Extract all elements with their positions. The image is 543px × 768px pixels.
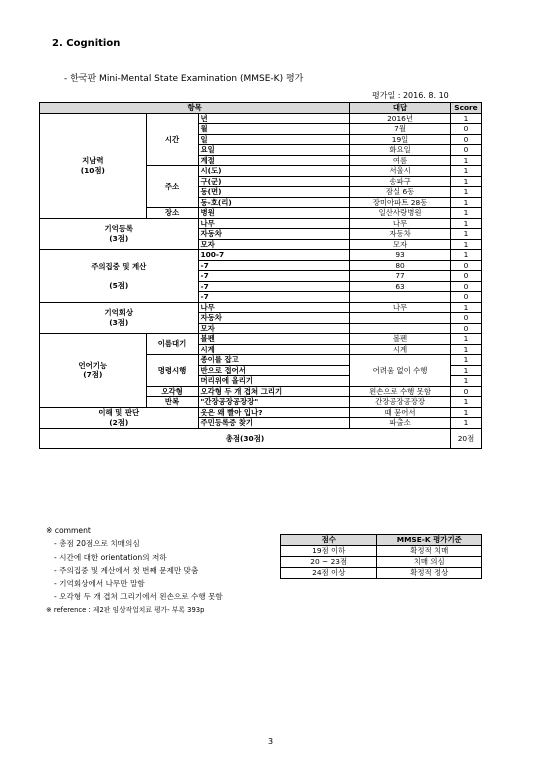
row-score: 1 bbox=[450, 334, 481, 345]
comment-heading: ※ comment bbox=[46, 526, 91, 535]
table-row bbox=[40, 302, 482, 313]
row-item: 옷은 왜 빨아 입나? bbox=[198, 407, 350, 418]
row-score: 1 bbox=[450, 376, 481, 387]
row-score: 1 bbox=[450, 344, 481, 355]
row-score: 1 bbox=[450, 197, 481, 208]
row-answer: 2016년 bbox=[350, 113, 451, 124]
subdomain-repeat: 반복 bbox=[146, 397, 198, 408]
criteria-row bbox=[281, 557, 482, 568]
row-item: 동-호(리) bbox=[198, 197, 350, 208]
row-score: 1 bbox=[450, 397, 481, 408]
subdomain-command: 명령시행 bbox=[146, 355, 198, 387]
row-item: 모자 bbox=[198, 239, 350, 250]
row-score: 0 bbox=[450, 271, 481, 282]
row-score: 1 bbox=[450, 176, 481, 187]
domain-attention: 주의집중 및 계산 (5점) bbox=[40, 250, 199, 303]
comment-item: - 주의집중 및 계산에서 첫 번째 문제만 맞춤 bbox=[54, 565, 199, 575]
row-item: 월 bbox=[198, 124, 350, 135]
row-score: 0 bbox=[450, 386, 481, 397]
criteria-table bbox=[280, 534, 482, 579]
domain-judgment: 이해 및 판단 (2점) bbox=[40, 407, 199, 428]
row-item: 시계 bbox=[198, 344, 350, 355]
row-answer: 시계 bbox=[350, 344, 451, 355]
row-item: 병원 bbox=[198, 208, 350, 219]
header-answer: 대답 bbox=[350, 103, 451, 114]
row-answer: 송파구 bbox=[350, 176, 451, 187]
row-score: 0 bbox=[450, 292, 481, 303]
row-answer: 나무 bbox=[350, 302, 451, 313]
row-score: 1 bbox=[450, 355, 481, 366]
subtitle: - 한국판 Mini-Mental State Examination (MMSE-K) 평가 bbox=[64, 74, 304, 84]
row-score: 1 bbox=[450, 218, 481, 229]
row-answer: 80 bbox=[350, 260, 451, 271]
row-item: -7 bbox=[198, 260, 350, 271]
row-item: 년 bbox=[198, 113, 350, 124]
criteria-header-standard: MMSE-K 평가기준 bbox=[377, 535, 482, 546]
row-score: 1 bbox=[450, 155, 481, 166]
criteria-header-score: 점수 bbox=[281, 535, 377, 546]
row-score: 0 bbox=[450, 134, 481, 145]
domain-recall: 기억회상 (3점) bbox=[40, 302, 199, 334]
row-answer: 어려움 없이 수행 bbox=[350, 355, 451, 387]
row-score: 1 bbox=[450, 187, 481, 198]
row-answer: 7월 bbox=[350, 124, 451, 135]
row-item: 종이를 잡고 bbox=[198, 355, 350, 366]
comment-item: - 시간에 대한 orientation의 저하 bbox=[54, 552, 167, 562]
row-answer bbox=[350, 323, 451, 334]
row-item: 모자 bbox=[198, 323, 350, 334]
section-title: 2. Cognition bbox=[52, 38, 121, 49]
criteria-standard: 확정적 치매 bbox=[377, 546, 482, 557]
domain-language: 언어기능 (7점) bbox=[40, 334, 147, 408]
row-score: 1 bbox=[450, 229, 481, 240]
row-answer: 파출소 bbox=[350, 418, 451, 429]
row-item: 동(면) bbox=[198, 187, 350, 198]
row-item: 자동차 bbox=[198, 229, 350, 240]
evaluation-date: 평가일 : 2016. 8. 10 bbox=[372, 91, 449, 100]
row-item: 머리위에 올리기 bbox=[198, 376, 350, 387]
total-row bbox=[40, 428, 482, 448]
criteria-row bbox=[281, 568, 482, 579]
comment-item: - 기억회상에서 나무만 말함 bbox=[54, 579, 145, 589]
row-answer: 간장공장공장장 bbox=[350, 397, 451, 408]
domain-orientation: 지남력 (10점) bbox=[40, 113, 147, 218]
total-label: 총점(30점) bbox=[40, 428, 451, 448]
row-item: 오각형 두 개 겹쳐 그리기 bbox=[198, 386, 350, 397]
comment-section bbox=[46, 524, 223, 617]
table-row bbox=[40, 113, 482, 124]
row-item: 시(도) bbox=[198, 166, 350, 177]
row-score: 1 bbox=[450, 407, 481, 418]
row-answer: 일산사랑병원 bbox=[350, 208, 451, 219]
row-answer: 왼손으로 수행 못함 bbox=[350, 386, 451, 397]
criteria-score: 19점 이하 bbox=[281, 546, 377, 557]
row-answer: 자동차 bbox=[350, 229, 451, 240]
row-answer: 63 bbox=[350, 281, 451, 292]
page-number: 3 bbox=[268, 737, 274, 746]
row-item: 자동차 bbox=[198, 313, 350, 324]
row-item: 100-7 bbox=[198, 250, 350, 261]
row-score: 0 bbox=[450, 281, 481, 292]
criteria-header-row bbox=[281, 535, 482, 546]
table-header-row bbox=[40, 103, 482, 114]
row-score: 0 bbox=[450, 260, 481, 271]
row-item: 일 bbox=[198, 134, 350, 145]
criteria-score: 24점 이상 bbox=[281, 568, 377, 579]
row-answer: 19일 bbox=[350, 134, 451, 145]
row-answer: 볼펜 bbox=[350, 334, 451, 345]
subdomain-address: 주소 bbox=[146, 166, 198, 208]
row-score: 1 bbox=[450, 302, 481, 313]
row-item: -7 bbox=[198, 281, 350, 292]
row-score: 1 bbox=[450, 418, 481, 429]
row-item: -7 bbox=[198, 271, 350, 282]
row-item: 요일 bbox=[198, 145, 350, 156]
subdomain-naming: 이름대기 bbox=[146, 334, 198, 355]
row-score: 1 bbox=[450, 113, 481, 124]
row-item: 계절 bbox=[198, 155, 350, 166]
table-row bbox=[40, 250, 482, 261]
row-score: 0 bbox=[450, 124, 481, 135]
row-answer: 화요일 bbox=[350, 145, 451, 156]
row-answer: 서울시 bbox=[350, 166, 451, 177]
table-row bbox=[40, 334, 482, 345]
criteria-standard: 확정적 정상 bbox=[377, 568, 482, 579]
row-answer: 장미아파트 28동 bbox=[350, 197, 451, 208]
header-score: Score bbox=[450, 103, 481, 114]
row-answer bbox=[350, 313, 451, 324]
row-answer: 77 bbox=[350, 271, 451, 282]
row-answer: 때 묻어서 bbox=[350, 407, 451, 418]
table-row bbox=[40, 407, 482, 418]
row-score: 1 bbox=[450, 208, 481, 219]
row-answer bbox=[350, 292, 451, 303]
domain-registration: 기억등록 (3점) bbox=[40, 218, 199, 250]
subdomain-place: 장소 bbox=[146, 208, 198, 219]
row-score: 0 bbox=[450, 145, 481, 156]
row-item: 주민등록증 찾기 bbox=[198, 418, 350, 429]
row-item: 반으로 접어서 bbox=[198, 365, 350, 376]
row-item: 나무 bbox=[198, 302, 350, 313]
mmse-table bbox=[39, 102, 482, 449]
comment-item: - 오각형 두 개 겹쳐 그리기에서 왼손으로 수행 못함 bbox=[54, 592, 223, 602]
row-score: 1 bbox=[450, 250, 481, 261]
total-score: 20점 bbox=[450, 428, 481, 448]
row-item: -7 bbox=[198, 292, 350, 303]
subdomain-time: 시간 bbox=[146, 113, 198, 166]
row-item: "간장공장공장장" bbox=[198, 397, 350, 408]
row-score: 1 bbox=[450, 239, 481, 250]
row-score: 0 bbox=[450, 323, 481, 334]
row-item: 볼펜 bbox=[198, 334, 350, 345]
row-answer: 나무 bbox=[350, 218, 451, 229]
row-item: 구(군) bbox=[198, 176, 350, 187]
criteria-score: 20 ~ 23점 bbox=[281, 557, 377, 568]
row-item: 나무 bbox=[198, 218, 350, 229]
header-item: 항목 bbox=[40, 103, 350, 114]
criteria-standard: 치매 의심 bbox=[377, 557, 482, 568]
comment-item: - 총점 20점으로 치매의심 bbox=[54, 539, 140, 549]
criteria-row bbox=[281, 546, 482, 557]
table-row bbox=[40, 218, 482, 229]
row-score: 0 bbox=[450, 313, 481, 324]
subdomain-copy: 오각형 bbox=[146, 386, 198, 397]
reference-note: ※ reference : 제2판 임상작업치료 평가- 부록 393p bbox=[46, 605, 205, 614]
row-score: 1 bbox=[450, 166, 481, 177]
row-answer: 잠실 6동 bbox=[350, 187, 451, 198]
row-answer: 여름 bbox=[350, 155, 451, 166]
row-answer: 모자 bbox=[350, 239, 451, 250]
row-score: 1 bbox=[450, 365, 481, 376]
row-answer: 93 bbox=[350, 250, 451, 261]
